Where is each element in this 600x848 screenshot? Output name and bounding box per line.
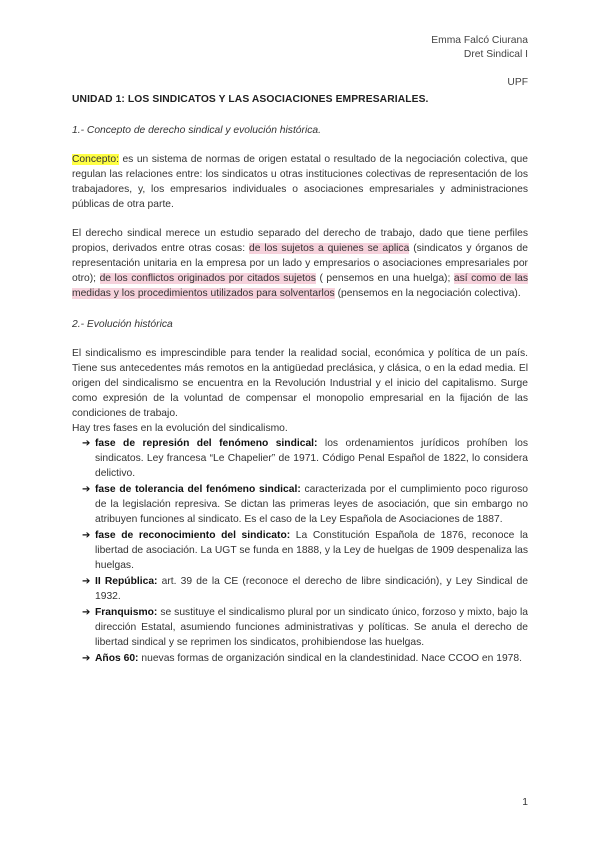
phase-label: fase de tolerancia del fenómeno sindical: (95, 484, 301, 495)
highlight-conflictos: de los conflictos originados por citados sujetos (99, 273, 316, 284)
section-title-evolucion: 2.- Evolución histórica (72, 319, 173, 330)
concept-label: Concepto: (72, 154, 119, 165)
highlight-medidas: así como de las medidas y los procedimientos utilizados para solventarlos (72, 273, 528, 299)
phase-text: La Constitución Española de 1876, reconoce la libertad de asociación. La UGT se funda en 1888, y la Ley de huelgas de 1909 despenaliza las huelgas. (95, 530, 528, 571)
arrow-right-icon: ➔ (82, 438, 91, 449)
paragraph-text: (sindicatos y órganos de representación unitaria en la empresa por un lado y empresarios o asociaciones empresariales por otro); (72, 243, 528, 284)
document-body (72, 92, 528, 667)
page-header (431, 34, 528, 61)
header-course: Dret Sindical I (463, 48, 528, 60)
phases-list (72, 436, 528, 666)
phase-text: art. 39 de la CE (reconoce el derecho de libre sindicación), y Ley Sindical de 1932. (95, 576, 529, 602)
derecho-sindical-paragraph (72, 226, 528, 301)
phase-text: caracterizada por el cumplimiento poco riguroso de la legislación represiva. Se dictan las primeras leyes de asociación, que sin embargo no atribuyen funciones al sindicato. Es el caso de la Ley Española de Asociaciones de 1887. (95, 484, 529, 525)
phases-intro: Hay tres fases en la evolución del sindicalismo. (72, 423, 288, 434)
arrow-right-icon: ➔ (82, 576, 91, 587)
list-item (82, 574, 528, 604)
phase-label: fase de reconocimiento del sindicato: (95, 530, 291, 541)
phase-text: nuevas formas de organización sindical en la clandestinidad. Nace CCOO en 1978. (138, 653, 522, 664)
concept-text: es un sistema de normas de origen estatal o resultado de la negociación colectiva, que regulan las relaciones entre: los sindicatos u otras instituciones colectivas de representación de los trabajadores, y, los empresarios individuales o asociaciones empresariales y administraciones públicas de otra parte. (72, 154, 528, 210)
page-number: 1 (522, 797, 528, 808)
paragraph-text: (pensemos en la negociación colectiva). (334, 288, 521, 299)
header-author: Emma Falcó Ciurana (431, 35, 528, 46)
unit-title: UNIDAD 1: LOS SINDICATOS Y LAS ASOCIACIONES EMPRESARIALES. (72, 94, 429, 105)
list-item (82, 605, 528, 650)
concept-paragraph (72, 152, 528, 212)
arrow-right-icon: ➔ (82, 484, 91, 495)
header-institution: UPF (507, 77, 528, 88)
phase-text: los ordenamientos jurídicos prohíben los sindicatos. Ley francesa “Le Chapelier” de 1971. Código Penal Español de 1822, lo considera delictivo. (95, 438, 528, 479)
arrow-right-icon: ➔ (82, 653, 91, 664)
arrow-right-icon: ➔ (82, 530, 91, 541)
arrow-right-icon: ➔ (82, 607, 91, 618)
list-item (82, 651, 528, 666)
paragraph-text: El derecho sindical merece un estudio separado del derecho de trabajo, dado que tiene perfiles propios, derivados entre otras cosas: (72, 228, 528, 254)
highlight-sujetos: de los sujetos a quienes se aplica (248, 243, 410, 254)
evolucion-paragraph: El sindicalismo es imprescindible para tender la realidad social, económica y política de un país. Tiene sus antecedentes más remotos en la antigüedad preclásica, y clásica, o en la edad media. El origen del sindicalismo se encuentra en la Revolución Industrial y el inicio del capitalismo. Surge como expresión de la voluntad de compensar el monopolio empresarial en la fijación de las condiciones de trabajo. (72, 348, 528, 419)
paragraph-text: ( pensemos en una huelga); (315, 273, 454, 284)
section-title-concept: 1.- Concepto de derecho sindical y evolución histórica. (72, 125, 321, 136)
list-item (82, 436, 528, 481)
list-item (82, 528, 528, 573)
phase-label: Franquismo: (95, 607, 158, 618)
phase-label: Años 60: (95, 653, 139, 664)
phase-label: II República: (95, 576, 158, 587)
list-item (82, 482, 528, 527)
phase-text: se sustituye el sindicalismo plural por un sindicato único, forzoso y mixto, bajo la dirección Estatal, asumiendo funciones administrativas y políticas. Se anula el derecho de libertad sindical y se reprimen los sindicatos, prohibiendose las huelgas. (95, 607, 528, 648)
phase-label: fase de represión del fenómeno sindical: (95, 438, 318, 449)
